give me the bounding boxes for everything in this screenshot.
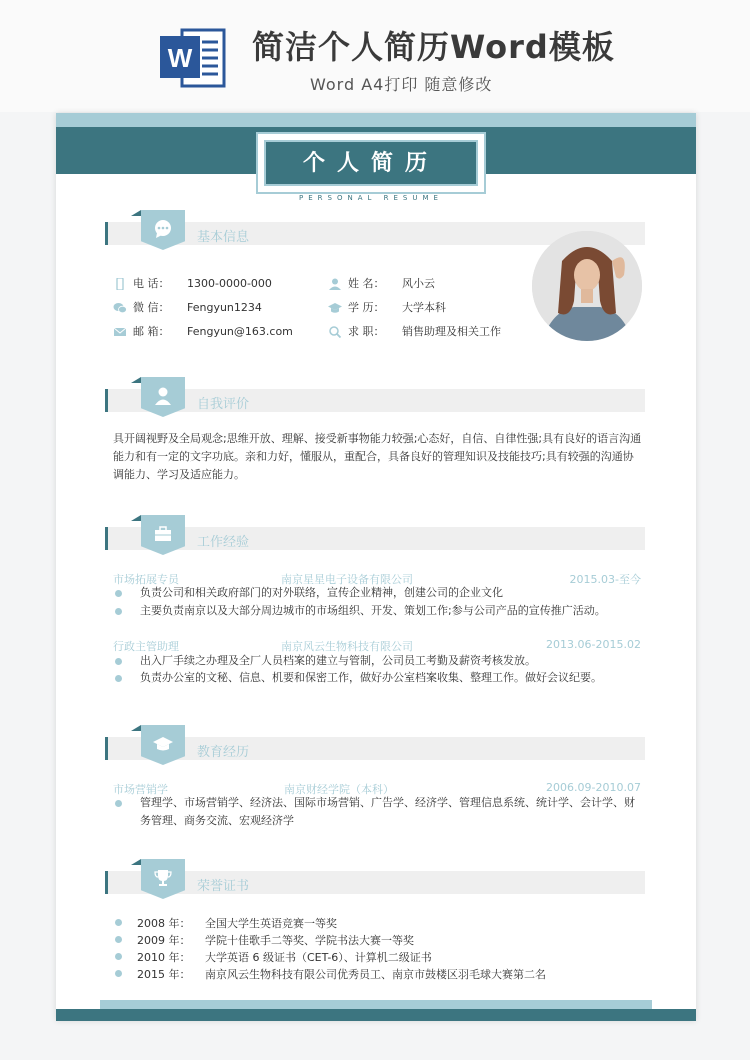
section-self-eval — [105, 383, 645, 419]
top-banner — [0, 0, 750, 112]
bottom-accent-strip — [100, 1000, 652, 1009]
chat-bubble-icon — [153, 219, 173, 239]
resume-page: 个人简历 PERSONAL RESUME 基本信息 电 话： 1300-0000-000 微 信： Fengyun1234 邮 箱： Fengyun@163.com 姓 名： 风小云 学 历： 大学本科 求 职： 销售助理及相关工作 自我评价 具开阔视野及全局观念;思维开放、理解、接受新事物能力较强;心态好，自信、自律性强;具有良好的语言沟通能力和有一定的文字功底。亲和力好，懂服从，重配合，具备良好的管理知识及技能技巧;具有较强的沟通协调能力、学习及适应能力。 工作经验 市场拓展专员 南京星星电子设备有限公司 2015.03-至今 负责公司和相关政府部门的对外联络，宣传企业精神，创建公司的企业文化 主要负责南京以及大部分周边城市的市场组织、开发、策划工作;参与公司产品的宣传推广活动。 行政主管助理 南京风云生物科技有限公司 2013.06-2015.02 出入厂手续之办理及全厂人员档案的建立与管制，公司员工考勤及薪资考核发放。 负责办公室的文秘、信息、机要和保密工作，做好办公室档案收集、整理工作。做好会议纪要。 教育经历 市场营销学 南京财经学院（本科） 2006.09-2010.07 管理学、市场营销学、经济法、国际市场营销、广告学、经济学、管理信息系统、统计学、会计学、财务管理、商务交流、宏观经济学 荣誉证书 2008 年： 全国大学生英语竞赛一等奖 2009 年： 学院十佳歌手二等奖、学院书法大赛一等奖 2010 年： 大学英语 6 级证书（CET-6）、计算机二级证书 2015 年： 南京风云生物科技有限公司优秀员工、南京市鼓楼区羽毛球大赛第二名 — [56, 113, 696, 1021]
work-2-item: 负责办公室的文秘、信息、机要和保密工作，做好办公室档案收集、整理工作。做好会议纪要。 — [113, 669, 643, 687]
person-icon — [328, 278, 342, 290]
trophy-icon — [153, 868, 173, 888]
section-title-self: 自我评价 — [197, 397, 250, 412]
title-box — [256, 132, 486, 202]
svg-text:W: W — [167, 43, 193, 73]
edu-header: 市场营销学 南京财经学院（本科） 2006.09-2010.07 — [113, 781, 641, 796]
wechat-icon — [113, 302, 127, 314]
word-document-icon — [158, 22, 228, 92]
info-job: 求 职： 销售助理及相关工作 — [328, 323, 501, 339]
bottom-band — [56, 1009, 696, 1021]
info-name: 姓 名： 风小云 — [328, 275, 435, 291]
section-honors — [105, 865, 645, 901]
work-2-header: 行政主管助理 南京风云生物科技有限公司 2013.06-2015.02 — [113, 638, 641, 653]
phone-icon — [113, 278, 127, 290]
work-1-item: 负责公司和相关政府部门的对外联络，宣传企业精神，创建公司的企业文化 — [113, 584, 643, 602]
section-title-edu: 教育经历 — [197, 745, 250, 760]
banner-subtitle: Word A4打印 随意修改 — [310, 75, 493, 94]
info-degree: 学 历： 大学本科 — [328, 299, 446, 315]
graduation-cap-icon — [153, 734, 173, 754]
self-eval-text: 具开阔视野及全局观念;思维开放、理解、接受新事物能力较强;心态好，自信、自律性强;具有良好的语言沟通能力和有一定的文字功底。亲和力好，懂服从，重配合，具备良好的管理知识及技能技巧;具有较强的沟通协调能力、学习及适应能力。 — [113, 432, 642, 481]
search-icon — [328, 326, 342, 338]
resume-title: 个人简历 — [302, 151, 439, 176]
work-1-item: 主要负责南京以及大部分周边城市的市场组织、开发、策划工作;参与公司产品的宣传推广活动。 — [113, 602, 643, 620]
portrait-image — [532, 231, 642, 341]
info-email: 邮 箱： Fengyun@163.com — [113, 323, 293, 339]
user-icon — [153, 386, 173, 406]
section-title-basic: 基本信息 — [197, 230, 250, 245]
section-title-work: 工作经验 — [197, 535, 250, 550]
top-accent-strip — [56, 113, 696, 127]
section-education — [105, 731, 645, 767]
work-1-header: 市场拓展专员 南京星星电子设备有限公司 2015.03-至今 — [113, 573, 641, 586]
info-phone: 电 话： 1300-0000-000 — [113, 275, 272, 291]
info-wechat: 微 信： Fengyun1234 — [113, 299, 262, 315]
edu-courses: 管理学、市场营销学、经济法、国际市场营销、广告学、经济学、管理信息系统、统计学、会计学、财务管理、商务交流、宏观经济学 — [113, 794, 643, 830]
graduation-cap-icon — [328, 302, 342, 314]
section-work — [105, 521, 645, 557]
briefcase-icon — [153, 524, 173, 544]
profile-photo — [532, 231, 642, 341]
section-title-honor: 荣誉证书 — [197, 879, 250, 894]
resume-title-en: PERSONAL RESUME — [299, 194, 443, 202]
work-2-item: 出入厂手续之办理及全厂人员档案的建立与管制，公司员工考勤及薪资考核发放。 — [113, 652, 643, 670]
banner-title: 简洁个人简历Word模板 — [252, 28, 615, 66]
mail-icon — [113, 326, 127, 338]
